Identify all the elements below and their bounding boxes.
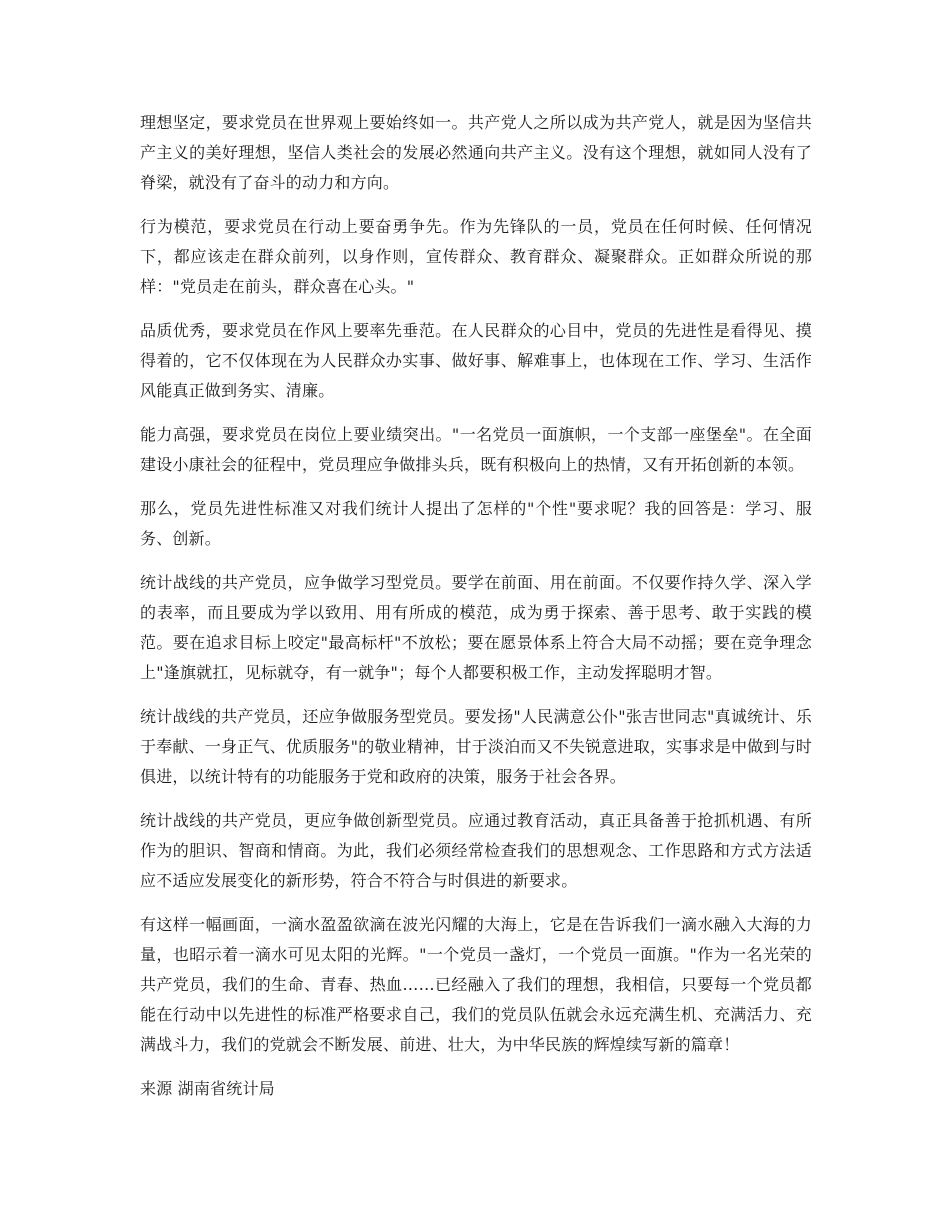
paragraph-strong-ability: 能力高强，要求党员在岗位上要业绩突出。"一名党员一面旗帜，一个支部一座堡垒"。在全面建设小康社会的征程中，党员理应争做排头兵，既有积极向上的热情，又有开拓创新的本领。: [140, 425, 812, 474]
paragraph-service-member: 统计战线的共产党员，还应争做服务型党员。要发扬"人民满意公仆"张吉世同志"真诚统计、乐于奉献、一身正气、优质服务"的敬业精神，甘于淡泊而又不失锐意进取，实事求是中做到与时俱进，以统计特有的功能服务于党和政府的决策，服务于社会各界。: [140, 707, 812, 786]
paragraph-question: 那么，党员先进性标准又对我们统计人提出了怎样的"个性"要求呢？我的回答是：学习、服务、创新。: [140, 499, 812, 548]
paragraph-ideal-firm: 理想坚定，要求党员在世界观上要始终如一。共产党人之所以成为共产党人，就是因为坚信共产主义的美好理想，坚信人类社会的发展必然通向共产主义。没有这个理想，就如同人没有了脊梁，就没有了奋斗的动力和方向。: [140, 113, 812, 192]
paragraph-innovative-member: 统计战线的共产党员，更应争做创新型党员。应通过教育活动，真正具备善于抢抓机遇、有所作为的胆识、智商和情商。为此，我们必须经常检查我们的思想观念、工作思路和方式方法适应不适应发展变化的新形势，符合不符合与时俱进的新要求。: [140, 811, 812, 890]
paragraph-exemplary-conduct: 行为模范，要求党员在行动上要奋勇争先。作为先锋队的一员，党员在任何时候、任何情况下，都应该走在群众前列，以身作则，宣传群众、教育群众、凝聚群众。正如群众所说的那样："党员走在前头，群众喜在心头。": [140, 217, 812, 296]
paragraph-excellent-quality: 品质优秀，要求党员在作风上要率先垂范。在人民群众的心目中，党员的先进性是看得见、摸得着的，它不仅体现在为人民群众办实事、做好事、解难事上，也体现在工作、学习、生活作风能真正做到务实、清廉。: [140, 321, 812, 400]
source-line: 来源 湖南省统计局: [140, 1079, 275, 1098]
paragraph-conclusion: 有这样一幅画面，一滴水盈盈欲滴在波光闪耀的大海上，它是在告诉我们一滴水融入大海的力量，也昭示着一滴水可见太阳的光辉。"一个党员一盏灯，一个党员一面旗。"作为一名光荣的共产党员，我们的生命、青春、热血……已经融入了我们的理想，我相信，只要每一个党员都能在行动中以先进性的标准严格要求自己，我们的党员队伍就会永远充满生机、充满活力、充满战斗力，我们的党就会不断发展、前进、壮大，为中华民族的辉煌续写新的篇章！: [140, 915, 812, 1054]
paragraph-learning-member: 统计战线的共产党员，应争做学习型党员。要学在前面、用在前面。不仅要作持久学、深入学的表率，而且要成为学以致用、用有所成的模范，成为勇于探索、善于思考、敢于实践的模范。要在追求目标上咬定"最高标杆"不放松；要在愿景体系上符合大局不动摇；要在竞争理念上"逢旗就扛，见标就夺，有一就争"；每个人都要积极工作，主动发挥聪明才智。: [140, 573, 812, 682]
article-body: [140, 108, 812, 1104]
